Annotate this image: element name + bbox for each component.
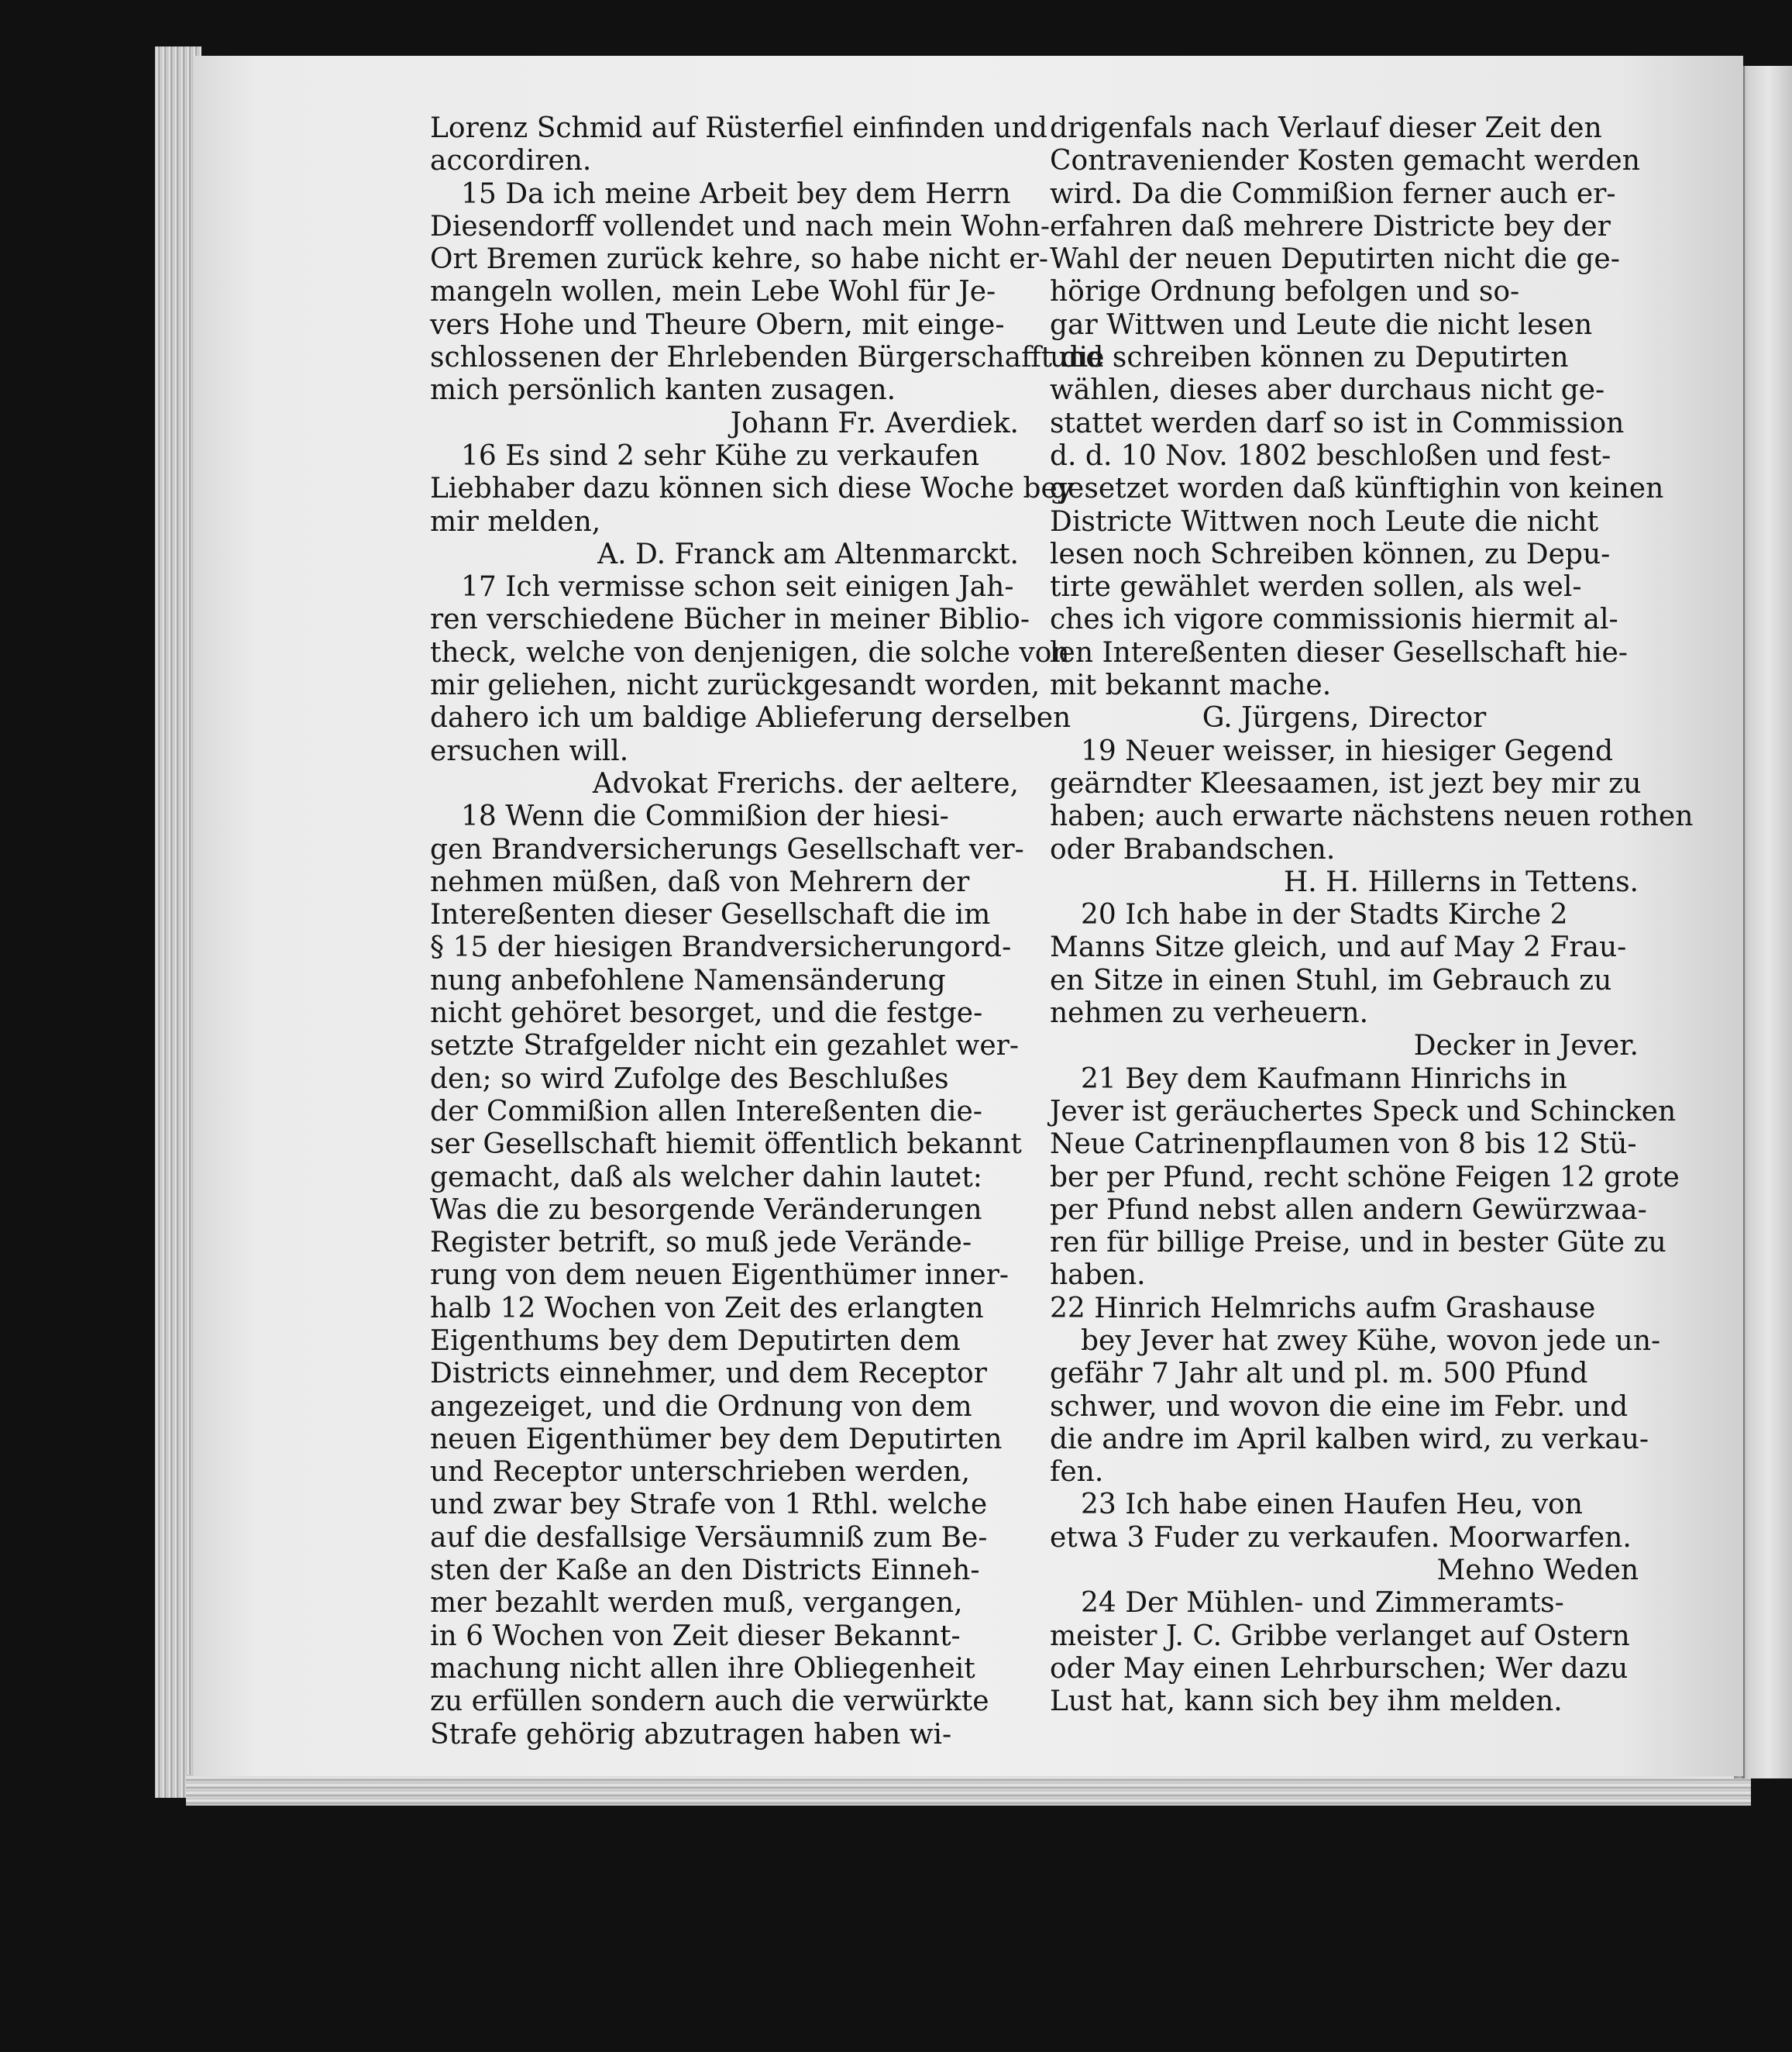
right-column-line: Manns Sitze gleich, und auf May 2 Frau- — [1050, 931, 1627, 964]
left-column-line: theck, welche von denjenigen, die solche von — [430, 636, 1070, 669]
left-column-line: 16 Es sind 2 sehr Kühe zu verkaufen — [461, 439, 980, 472]
left-column-line: machung nicht allen ihre Obliegenheit — [430, 1652, 975, 1685]
right-column-line: 22 Hinrich Helmrichs aufm Grashause — [1050, 1292, 1596, 1324]
left-column-line: mir geliehen, nicht zurückgesandt worden, — [430, 670, 1040, 702]
left-column-line: gen Brandversicherungs Gesellschaft ver- — [430, 833, 1024, 866]
right-column-line: G. Jürgens, Director — [1202, 702, 1487, 735]
left-column-line: mangeln wollen, mein Lebe Wohl für Je- — [430, 276, 996, 308]
right-column-line: H. H. Hillerns in Tettens. — [1283, 866, 1639, 898]
left-column-line: und Receptor unterschrieben werden, — [430, 1456, 971, 1489]
right-column-line: erfahren daß mehrere Districte bey der — [1050, 210, 1611, 243]
left-column-line: auf die desfallsige Versäumniß zum Be- — [430, 1521, 988, 1554]
right-column-line: ber per Pfund, recht schöne Feigen 12 grote — [1050, 1161, 1680, 1193]
left-column-line: halb 12 Wochen von Zeit des erlangten — [430, 1292, 984, 1324]
right-column-line: fen. — [1050, 1456, 1104, 1489]
right-column-line: und schreiben können zu Deputirten — [1050, 342, 1569, 374]
left-column-line: nehmen müßen, daß von Mehrern der — [430, 866, 970, 898]
right-column-line: tirte gewählet werden sollen, als wel- — [1050, 571, 1582, 604]
right-column-line: en Sitze in einen Stuhl, im Gebrauch zu — [1050, 964, 1612, 997]
right-column-line: haben; auch erwarte nächstens neuen rothen — [1050, 800, 1694, 833]
left-column-line: zu erfüllen sondern auch die verwürkte — [430, 1685, 989, 1718]
right-column-line: ches ich vigore commissionis hiermit al- — [1050, 604, 1618, 636]
left-column-line: § 15 der hiesigen Brandversicherungord- — [430, 931, 1012, 964]
right-column-line: len Intereßenten dieser Gesellschaft hie- — [1050, 636, 1628, 669]
right-column-line: lesen noch Schreiben können, zu Depu- — [1050, 538, 1611, 570]
left-column-line: Ort Bremen zurück kehre, so habe nicht er- — [430, 243, 1049, 276]
left-column-line: der Commißion allen Intereßenten die- — [430, 1095, 982, 1128]
right-column-line: Jever ist geräuchertes Speck und Schincken — [1050, 1095, 1677, 1128]
right-column-line: oder Brabandschen. — [1050, 833, 1336, 866]
right-column-line: Lust hat, kann sich bey ihm melden. — [1050, 1685, 1563, 1718]
left-column-line: Lorenz Schmid auf Rüsterfiel einfinden und — [430, 112, 1047, 144]
left-column-line: vers Hohe und Theure Obern, mit einge- — [430, 308, 1005, 341]
right-column-line: Mehno Weden — [1436, 1554, 1639, 1587]
right-column-line: geärndter Kleesaamen, ist jezt bey mir zu — [1050, 767, 1642, 800]
left-column-line: 17 Ich vermisse schon seit einigen Jah- — [461, 571, 1014, 604]
right-column-line: bey Jever hat zwey Kühe, wovon jede un- — [1081, 1324, 1661, 1357]
right-column-line: 19 Neuer weisser, in hiesiger Gegend — [1081, 735, 1614, 767]
right-column-line: stattet werden darf so ist in Commission — [1050, 407, 1625, 439]
right-column-line: Neue Catrinenpflaumen von 8 bis 12 Stü- — [1050, 1128, 1637, 1161]
left-column-line: Diesendorff vollendet und nach mein Wohn- — [430, 210, 1051, 243]
left-column-line: ersuchen will. — [430, 735, 629, 767]
left-column-line: sten der Kaße an den Districts Einneh- — [430, 1554, 980, 1587]
right-column-line: nehmen zu verheuern. — [1050, 997, 1369, 1030]
left-column-line: Advokat Frerichs. der aeltere, — [592, 767, 1019, 800]
right-column-line: gar Wittwen und Leute die nicht lesen — [1050, 308, 1593, 341]
right-column-line: per Pfund nebst allen andern Gewürzwaa- — [1050, 1193, 1647, 1226]
left-column-line: Was die zu besorgende Veränderungen — [430, 1193, 982, 1226]
right-column-line: 23 Ich habe einen Haufen Heu, von — [1081, 1489, 1583, 1521]
right-column-line: wird. Da die Commißion ferner auch er- — [1050, 177, 1616, 210]
right-column-line: meister J. C. Gribbe verlanget auf Ostern — [1050, 1620, 1630, 1652]
right-column-line: oder May einen Lehrburschen; Wer dazu — [1050, 1652, 1629, 1685]
right-column-line: ren für billige Preise, und in bester Güte zu — [1050, 1227, 1666, 1259]
right-column-line: drigenfals nach Verlauf dieser Zeit den — [1050, 112, 1602, 144]
left-column-line: gemacht, daß als welcher dahin lautet: — [430, 1161, 982, 1193]
left-column-line: Eigenthums bey dem Deputirten dem — [430, 1324, 961, 1357]
left-column-line: den; so wird Zufolge des Beschlußes — [430, 1062, 949, 1095]
right-column-line: 24 Der Mühlen- und Zimmeramts- — [1081, 1587, 1564, 1620]
right-column-line: haben. — [1050, 1259, 1146, 1292]
left-column-line: ser Gesellschaft hiemit öffentlich bekannt — [430, 1128, 1022, 1161]
left-column-line: mich persönlich kanten zusagen. — [430, 374, 896, 407]
left-column-line: schlossenen der Ehrlebenden Bürgerschafft die — [430, 342, 1105, 374]
left-column-line: neuen Eigenthümer bey dem Deputirten — [430, 1423, 1003, 1455]
left-column-line: mer bezahlt werden muß, vergangen, — [430, 1587, 963, 1620]
left-column-line: in 6 Wochen von Zeit dieser Bekannt- — [430, 1620, 961, 1652]
left-text-column — [430, 112, 1105, 1751]
right-column-line: 20 Ich habe in der Stadts Kirche 2 — [1081, 899, 1568, 931]
right-column-line: die andre im April kalben wird, zu verkau- — [1050, 1423, 1649, 1455]
left-column-line: setzte Strafgelder nicht ein gezahlet wer- — [430, 1030, 1020, 1062]
left-column-line: Johann Fr. Averdiek. — [730, 407, 1019, 439]
right-column-line: Districte Wittwen noch Leute die nicht — [1050, 505, 1599, 538]
left-column-line: rung von dem neuen Eigenthümer inner- — [430, 1259, 1010, 1292]
left-column-line: Intereßenten dieser Gesellschaft die im — [430, 899, 991, 931]
right-text-column — [1050, 112, 1694, 1719]
left-column-line: ren verschiedene Bücher in meiner Biblio- — [430, 604, 1030, 636]
left-column-line: 18 Wenn die Commißion der hiesi- — [461, 800, 949, 833]
left-column-line: Liebhaber dazu können sich diese Woche bey — [430, 473, 1074, 505]
left-column-line: Districts einnehmer, und dem Receptor — [430, 1358, 987, 1390]
left-column-line: nung anbefohlene Namensänderung — [430, 964, 946, 997]
left-column-line: Strafe gehörig abzutragen haben wi- — [430, 1718, 952, 1751]
right-column-line: gefähr 7 Jahr alt und pl. m. 500 Pfund — [1050, 1358, 1588, 1390]
left-column-line: und zwar bey Strafe von 1 Rthl. welche — [430, 1489, 988, 1521]
left-column-line: A. D. Franck am Altenmarckt. — [597, 538, 1019, 570]
left-column-line: accordiren. — [430, 145, 592, 177]
left-column-line: nicht gehöret besorget, und die festge- — [430, 997, 983, 1030]
right-column-line: schwer, und wovon die eine im Febr. und — [1050, 1390, 1629, 1423]
right-column-line: gesetzet worden daß künftighin von keinen — [1050, 473, 1664, 505]
left-column-line: angezeiget, und die Ordnung von dem — [430, 1390, 972, 1423]
right-column-line: hörige Ordnung befolgen und so- — [1050, 276, 1520, 308]
right-column-line: Decker in Jever. — [1413, 1030, 1639, 1062]
left-column-line: mir melden, — [430, 505, 601, 538]
left-column-line: 15 Da ich meine Arbeit bey dem Herrn — [461, 177, 1011, 210]
right-column-line: mit bekannt mache. — [1050, 670, 1332, 702]
right-column-line: Contraveniender Kosten gemacht werden — [1050, 145, 1640, 177]
right-column-line: Wahl der neuen Deputirten nicht die ge- — [1050, 243, 1620, 276]
right-column-line: d. d. 10 Nov. 1802 beschloßen und fest- — [1050, 439, 1611, 472]
right-column-line: wählen, dieses aber durchaus nicht ge- — [1050, 374, 1605, 407]
right-column-line: 21 Bey dem Kaufmann Hinrichs in — [1081, 1062, 1567, 1095]
left-column-line: Register betrift, so muß jede Verände- — [430, 1227, 972, 1259]
right-column-line: etwa 3 Fuder zu verkaufen. Moorwarfen. — [1050, 1521, 1632, 1554]
left-column-line: dahero ich um baldige Ablieferung derselben — [430, 702, 1071, 735]
